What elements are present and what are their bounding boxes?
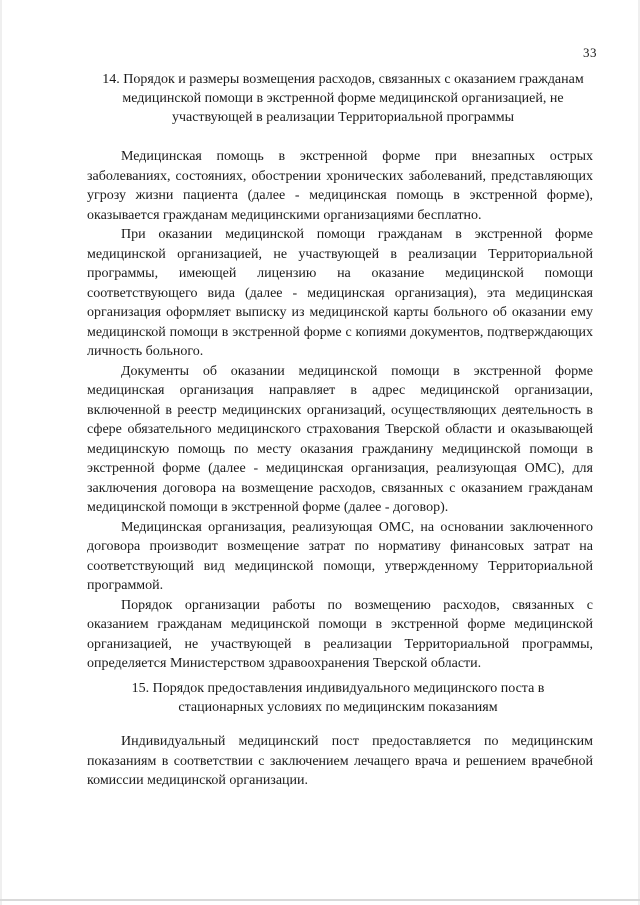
paragraph: Порядок организации работы по возмещению расходов, связанных с оказанием гражданам медицинской помощи в экстренной форме медицинской организацией, не участвующей в реализации Территориальной программы, определяется Министерством здравоохранения Тверской области. [87,597,593,671]
page-left-edge [0,0,2,905]
paragraph: Документы об оказании медицинской помощи в экстренной форме медицинская организация направляет в адрес медицинской организации, включенной в реестр медицинских организаций, осуществляющих деятельность в сфере обязательного медицинского страхования Тверской области и оказывающей медицинскую помощь по месту оказания гражданину медицинской помощи в экстренной форме (далее - медицинская организация, реализующая ОМС), для заключения договора на возмещение расходов, связанных с оказанием гражданам медицинской помощи в экстренной форме (далее - договор). [87,363,593,515]
section-14-body [87,147,593,674]
page-number: 33 [583,45,597,60]
paragraph: Медицинская помощь в экстренной форме при внезапных острых заболеваниях, состояниях, обострении хронических заболеваний, представляющих угрозу жизни пациента (далее - медицинская помощь в экстренной форме), оказывается гражданам медицинскими организациями бесплатно. [87,149,593,223]
page-bottom-edge [0,899,640,901]
paragraph: Медицинская организация, реализующая ОМС, на основании заключенного договора производит возмещение затрат по нормативу финансовых затрат на соответствующий вид медицинской помощи, утвержденному Территориальной программой. [87,519,593,593]
section-15-heading: 15. Порядок предоставления индивидуального медицинского поста в стационарных условиях по медицинским показаниям [131,681,545,715]
paragraph: При оказании медицинской помощи гражданам в экстренной форме медицинской организацией, не участвующей в реализации Территориальной программы, имеющей лицензию на оказание медицинской помощи соответствующего вида (далее - медицинская организация), эта медицинская организация оформляет выписку из медицинской карты больного об оказании ему медицинской помощи в экстренной форме с копиями документов, подтверждающих личность больного. [87,227,593,359]
paragraph: Индивидуальный медицинский пост предоставляется по медицинским показаниям в соответствии с заключением лечащего врача и решением врачебной комиссии медицинской организации. [87,734,593,788]
section-14-heading: 14. Порядок и размеры возмещения расходов, связанных с оказанием гражданам медицинской помощи в экстренной форме медицинской организацией, не участвующей в реализации Территориальной программы [102,72,584,125]
section-15-body [87,732,593,791]
